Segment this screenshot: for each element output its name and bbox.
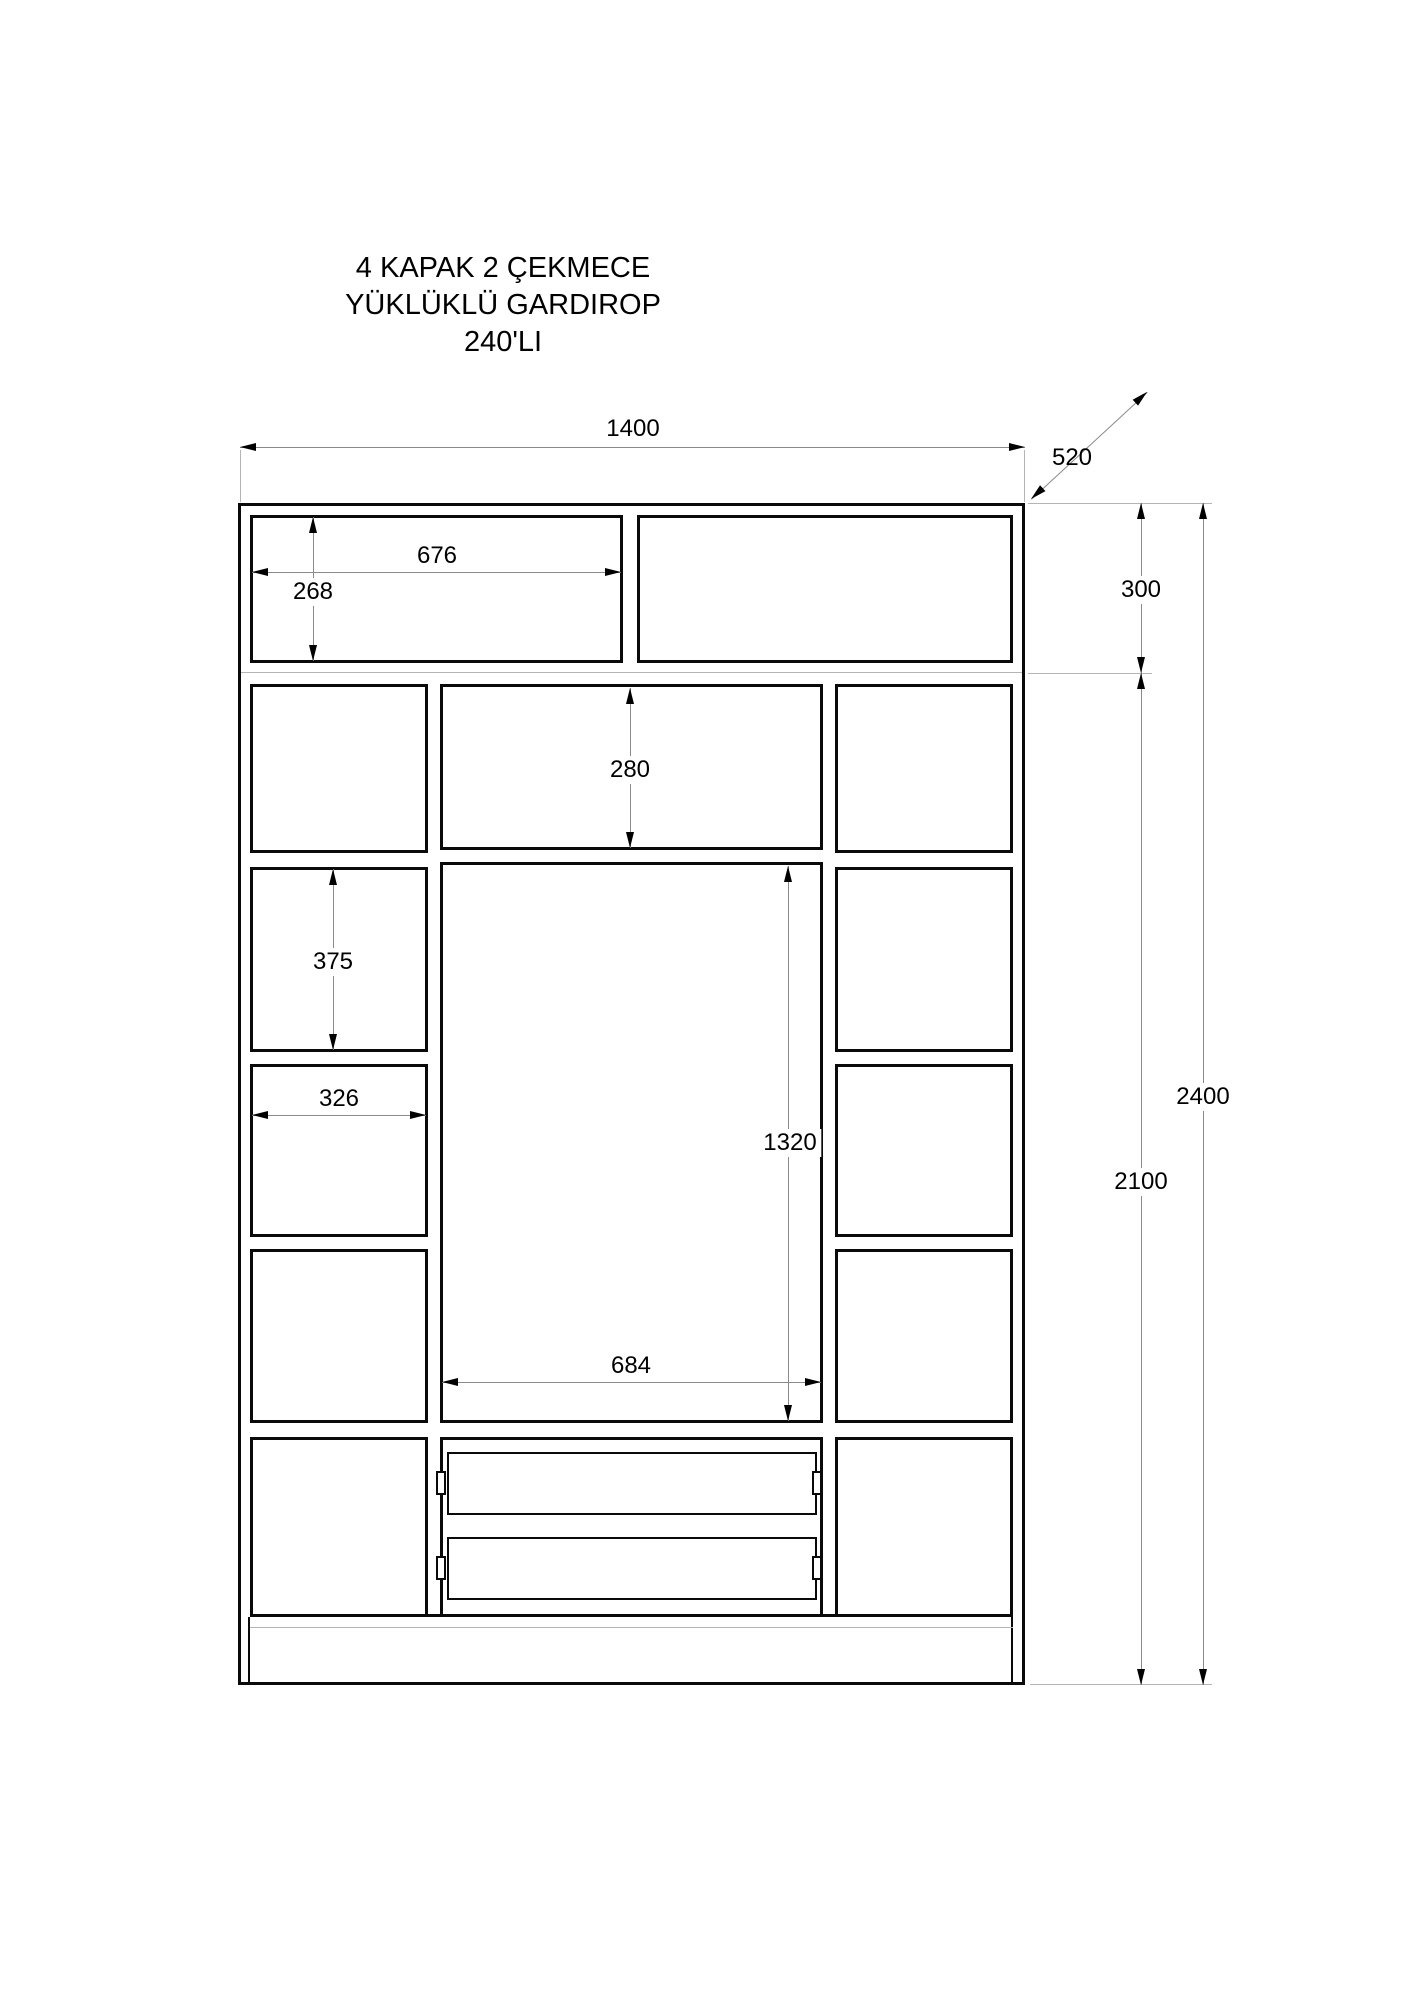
arrow-down-icon	[329, 1034, 337, 1050]
arrow-down-icon	[1137, 1669, 1145, 1685]
dim-label-depth: 520	[1051, 444, 1093, 471]
dim-label-hanging-area-width: 684	[610, 1352, 652, 1379]
arrow-up-icon	[329, 869, 337, 885]
title-line-1: 4 KAPAK 2 ÇEKMECE	[355, 252, 651, 284]
arrow-right-icon	[805, 1378, 821, 1386]
extension-line-top-right	[1028, 503, 1212, 504]
right-compartment-1	[835, 684, 1013, 853]
dim-label-overall-height: 2400	[1171, 1083, 1234, 1111]
right-compartment-4	[835, 1249, 1013, 1423]
arrow-down-left-icon	[1028, 485, 1045, 502]
drawer-2-right-tab	[812, 1556, 822, 1580]
dim-label-hanging-area-height: 1320	[758, 1129, 821, 1157]
arrow-right-icon	[605, 568, 621, 576]
arrow-up-icon	[1199, 503, 1207, 519]
drawing-title	[203, 250, 803, 361]
drawer-1-left-tab	[436, 1471, 446, 1495]
dim-label-left-compartment-width: 326	[318, 1085, 360, 1112]
drawer-1-right-tab	[812, 1471, 822, 1495]
drawer-1	[447, 1452, 817, 1515]
base-top-line	[250, 1614, 1013, 1617]
dim-line-326	[252, 1115, 426, 1116]
top-shelf-right-compartment	[637, 515, 1013, 663]
extension-line-right	[1024, 450, 1025, 502]
extension-line-top-section-bottom	[1028, 673, 1152, 674]
dim-label-body-height: 2100	[1109, 1168, 1172, 1196]
arrow-down-icon	[309, 645, 317, 661]
arrow-up-icon	[309, 517, 317, 533]
left-compartment-5	[250, 1437, 428, 1617]
drawer-2-left-tab	[436, 1556, 446, 1580]
arrow-up-icon	[784, 866, 792, 882]
arrow-down-icon	[626, 832, 634, 848]
arrow-down-icon	[1199, 1669, 1207, 1685]
arrow-up-icon	[1137, 503, 1145, 519]
left-compartment-4	[250, 1249, 428, 1423]
arrow-up-icon	[1137, 673, 1145, 689]
arrow-up-icon	[626, 688, 634, 704]
extension-line-bottom-right	[1030, 1684, 1212, 1685]
dim-line-1400	[240, 447, 1025, 448]
arrow-down-icon	[1137, 657, 1145, 673]
arrow-down-icon	[784, 1405, 792, 1421]
base-front-edge-line	[250, 1627, 1013, 1628]
dim-label-top-section-height: 300	[1116, 576, 1166, 604]
arrow-up-right-icon	[1133, 389, 1150, 406]
right-compartment-5	[835, 1437, 1013, 1617]
arrow-left-icon	[442, 1378, 458, 1386]
dim-label-left-compartment-height: 375	[308, 948, 358, 976]
arrow-left-icon	[252, 1111, 268, 1119]
left-compartment-1	[250, 684, 428, 853]
title-line-2: YÜKLÜKLÜ GARDIROP	[345, 289, 661, 321]
dim-line-684	[442, 1382, 821, 1383]
arrow-right-icon	[1009, 443, 1025, 451]
arrow-left-icon	[240, 443, 256, 451]
dim-label-top-shelf-inner-height: 268	[288, 578, 338, 606]
right-compartment-2	[835, 867, 1013, 1052]
top-section-divider-line	[241, 672, 1022, 673]
drawer-2	[447, 1537, 817, 1600]
arrow-right-icon	[410, 1111, 426, 1119]
right-compartment-3	[835, 1064, 1013, 1237]
title-line-3: 240'LI	[463, 326, 543, 358]
dim-line-676	[252, 572, 621, 573]
dim-label-top-shelf-inner-width: 676	[416, 542, 458, 569]
dim-label-overall-width: 1400	[606, 415, 660, 442]
dim-label-middle-shelf-height: 280	[605, 756, 655, 784]
extension-line-left	[240, 450, 241, 502]
arrow-left-icon	[252, 568, 268, 576]
